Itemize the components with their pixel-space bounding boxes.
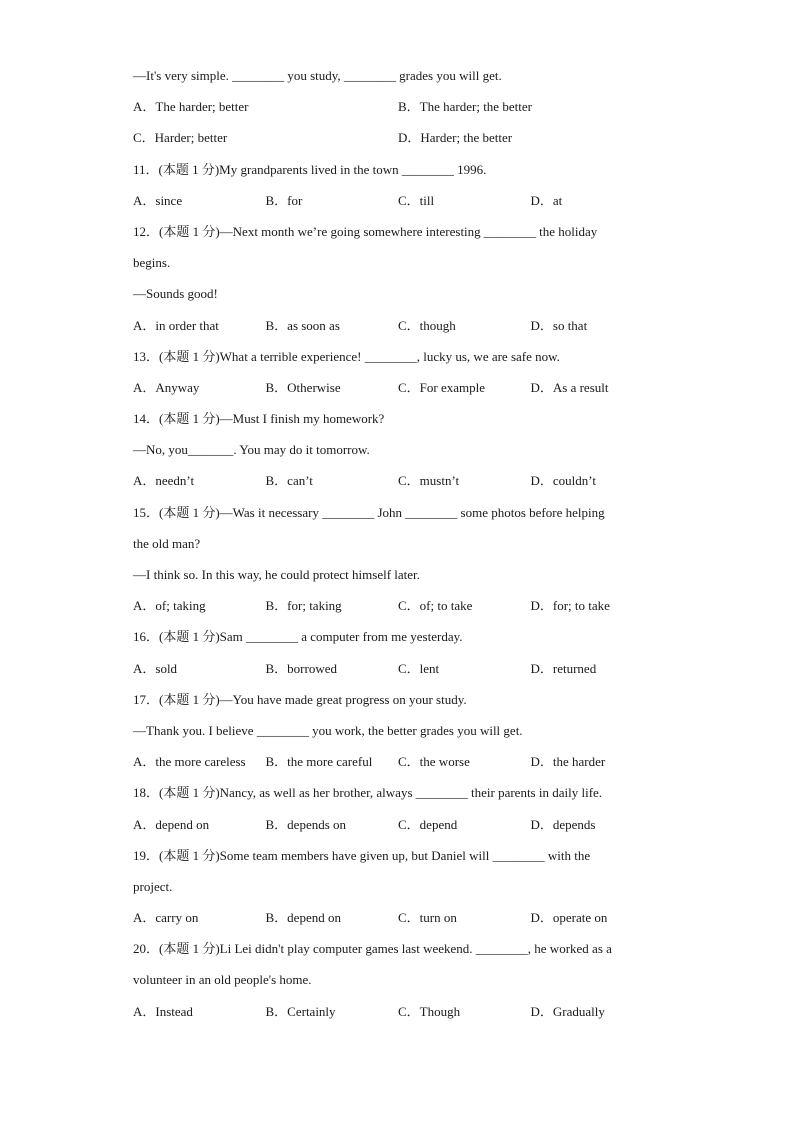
- question-14: 14．(本题 1 分)—Must I finish my homework?: [133, 411, 385, 427]
- option-b: B．depend on: [265, 910, 341, 926]
- option-d: D．the harder: [530, 754, 606, 770]
- option-d: D．at: [530, 192, 563, 208]
- option-row-20: [133, 996, 663, 1027]
- option-row-12: [133, 310, 663, 341]
- option-row-16: [133, 653, 663, 684]
- option-d: D．for; to take: [530, 598, 610, 614]
- option-b: B．The harder; the better: [398, 99, 532, 115]
- question-20-cont: volunteer in an old people's home.: [133, 972, 312, 988]
- option-a: A．Instead: [133, 1003, 193, 1019]
- option-row-18: [133, 809, 663, 840]
- option-b: B．for: [265, 192, 303, 208]
- option-a: A．sold: [133, 660, 178, 676]
- option-c: C．turn on: [398, 910, 457, 926]
- option-d: D．Harder; the better: [398, 130, 513, 146]
- question-15-dialog: —I think so. In this way, he could protect himself later.: [133, 567, 420, 582]
- option-a: A．of; taking: [133, 598, 206, 614]
- option-b: B．as soon as: [265, 317, 340, 333]
- option-b: B．the more careful: [265, 754, 373, 770]
- option-row-17: [133, 746, 663, 777]
- option-a: A．The harder; better: [133, 99, 249, 115]
- option-row: [133, 91, 663, 122]
- option-a: A．since: [133, 192, 183, 208]
- option-d: D．operate on: [530, 910, 608, 926]
- option-d: D．returned: [530, 660, 597, 676]
- option-c: C．till: [398, 192, 435, 208]
- option-row-19: [133, 902, 663, 933]
- question-12-cont: begins.: [133, 255, 171, 271]
- question-text: —It's very simple. ________ you study, ________ grades you will get.: [133, 68, 502, 83]
- question-17: 17．(本题 1 分)—You have made great progress on your study.: [133, 691, 467, 707]
- option-d: D．depends: [530, 816, 596, 832]
- option-b: B．borrowed: [265, 660, 337, 676]
- question-15-cont: the old man?: [133, 535, 201, 551]
- option-a: A．carry on: [133, 910, 199, 926]
- question-19-cont: project.: [133, 878, 173, 894]
- option-row-15: [133, 590, 663, 621]
- option-b: B．depends on: [265, 816, 347, 832]
- question-12: 12．(本题 1 分)—Next month we’re going somewhere interesting ________ the holiday: [133, 223, 598, 239]
- option-b: B．Certainly: [265, 1003, 336, 1019]
- option-c: C．of; to take: [398, 598, 473, 614]
- option-a: A．the more careless: [133, 754, 246, 770]
- option-b: B．for; taking: [265, 598, 342, 614]
- question-16: 16．(本题 1 分)Sam ________ a computer from me yesterday.: [133, 629, 463, 645]
- option-row-13: [133, 372, 663, 403]
- option-a: A．Anyway: [133, 379, 200, 395]
- option-b: B．Otherwise: [265, 379, 341, 395]
- option-c: C．lent: [398, 660, 440, 676]
- option-c: C．the worse: [398, 754, 470, 770]
- question-19: 19．(本题 1 分)Some team members have given up, but Daniel will ________ with the: [133, 847, 591, 863]
- option-a: A．needn’t: [133, 473, 195, 489]
- option-c: C．mustn’t: [398, 473, 460, 489]
- option-a: A．depend on: [133, 816, 210, 832]
- option-c: C．Though: [398, 1003, 461, 1019]
- question-17-dialog: —Thank you. I believe ________ you work, the better grades you will get.: [133, 722, 523, 738]
- exam-page: [133, 60, 663, 1027]
- option-d: D．Gradually: [530, 1003, 605, 1019]
- option-b: B．can’t: [265, 473, 313, 489]
- question-12-dialog: —Sounds good!: [133, 286, 218, 302]
- option-c: C．depend: [398, 816, 458, 832]
- question-20: 20．(本题 1 分)Li Lei didn't play computer games last weekend. ________, he worked as a: [133, 941, 612, 957]
- option-c: C．For example: [398, 379, 486, 395]
- option-c: C．Harder; better: [133, 130, 228, 146]
- question-13: 13．(本题 1 分)What a terrible experience! ________, lucky us, we are safe now.: [133, 348, 560, 364]
- question-14-dialog: —No, you_______. You may do it tomorrow.: [133, 442, 370, 458]
- option-c: C．though: [398, 317, 456, 333]
- option-d: D．couldn’t: [530, 473, 596, 489]
- question-18: 18．(本题 1 分)Nancy, as well as her brother, always ________ their parents in daily life.: [133, 785, 603, 801]
- question-11: 11．(本题 1 分)My grandparents lived in the town ________ 1996.: [133, 161, 487, 177]
- option-row-11: [133, 185, 663, 216]
- option-row: [133, 122, 663, 153]
- option-d: D．so that: [530, 317, 588, 333]
- option-row-14: [133, 465, 663, 496]
- option-a: A．in order that: [133, 317, 219, 333]
- question-15: 15．(本题 1 分)—Was it necessary ________ John ________ some photos before helping: [133, 504, 605, 520]
- option-d: D．As a result: [530, 379, 609, 395]
